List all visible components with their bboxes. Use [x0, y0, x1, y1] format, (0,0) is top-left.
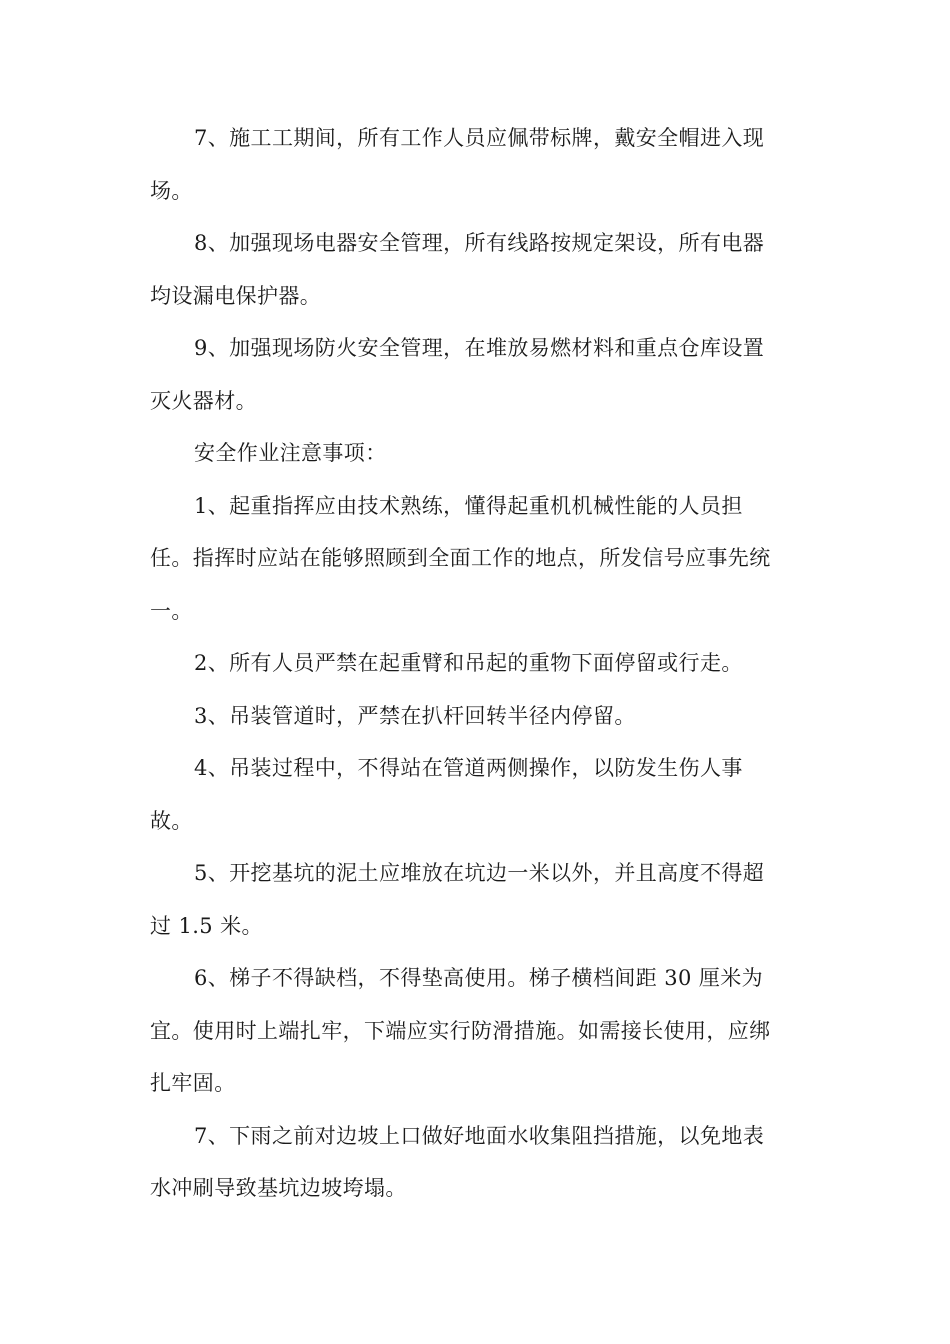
text-line: 3、吊装管道时，严禁在扒杆回转半径内停留。 [194, 703, 636, 728]
paragraph-note-5-excavation-soil [150, 847, 800, 952]
text-line: 均设漏电保护器。 [150, 283, 322, 308]
text-line: 8、加强现场电器安全管理，所有线路按规定架设，所有电器 [194, 231, 765, 255]
text-line: 安全作业注意事项： [194, 441, 387, 465]
paragraph-item-7-safety-helmet [150, 112, 800, 217]
text-line: 故。 [150, 808, 193, 833]
text-line: 7、下雨之前对边坡上口做好地面水收集阻挡措施，以免地表 [194, 1123, 765, 1148]
text-line: 扎牢固。 [150, 1071, 236, 1095]
section-heading-safety-notes [150, 427, 800, 480]
text-line: 1、起重指挥应由技术熟练，懂得起重机机械性能的人员担 [194, 493, 743, 518]
paragraph-note-4-hoisting-process [150, 742, 800, 847]
paragraph-item-9-fire-safety [150, 322, 800, 427]
text-line: 一。 [150, 598, 193, 623]
text-line: 5、开挖基坑的泥土应堆放在坑边一米以外，并且高度不得超 [194, 861, 765, 885]
text-line: 7、施工工期间，所有工作人员应佩带标牌，戴安全帽进入现 [194, 126, 765, 150]
text-line: 2、所有人员严禁在起重臂和吊起的重物下面停留或行走。 [194, 651, 743, 675]
text-line: 灭火器材。 [150, 388, 257, 413]
text-line: 场。 [150, 178, 193, 203]
text-line: 6、梯子不得缺档，不得垫高使用。梯子横档间距 30 厘米为 [194, 966, 764, 990]
paragraph-item-8-electrical [150, 217, 800, 322]
text-line: 任。指挥时应站在能够照顾到全面工作的地点，所发信号应事先统 [150, 546, 771, 570]
paragraph-note-2-under-boom [150, 637, 800, 690]
paragraph-note-6-ladder [150, 952, 800, 1110]
paragraph-note-1-lifting-command [150, 480, 800, 638]
text-line: 9、加强现场防火安全管理，在堆放易燃材料和重点仓库设置 [194, 336, 765, 360]
text-line: 水冲刷导致基坑边坡垮塌。 [150, 1176, 407, 1200]
text-line: 宜。使用时上端扎牢，下端应实行防滑措施。如需接长使用，应绑 [150, 1018, 771, 1043]
document-body [150, 112, 800, 1215]
text-line: 4、吊装过程中，不得站在管道两侧操作，以防发生伤人事 [194, 756, 743, 780]
paragraph-note-7-rain-slope [150, 1110, 800, 1215]
text-line: 过 1.5 米。 [150, 913, 263, 938]
paragraph-note-3-pipe-hoisting [150, 690, 800, 743]
